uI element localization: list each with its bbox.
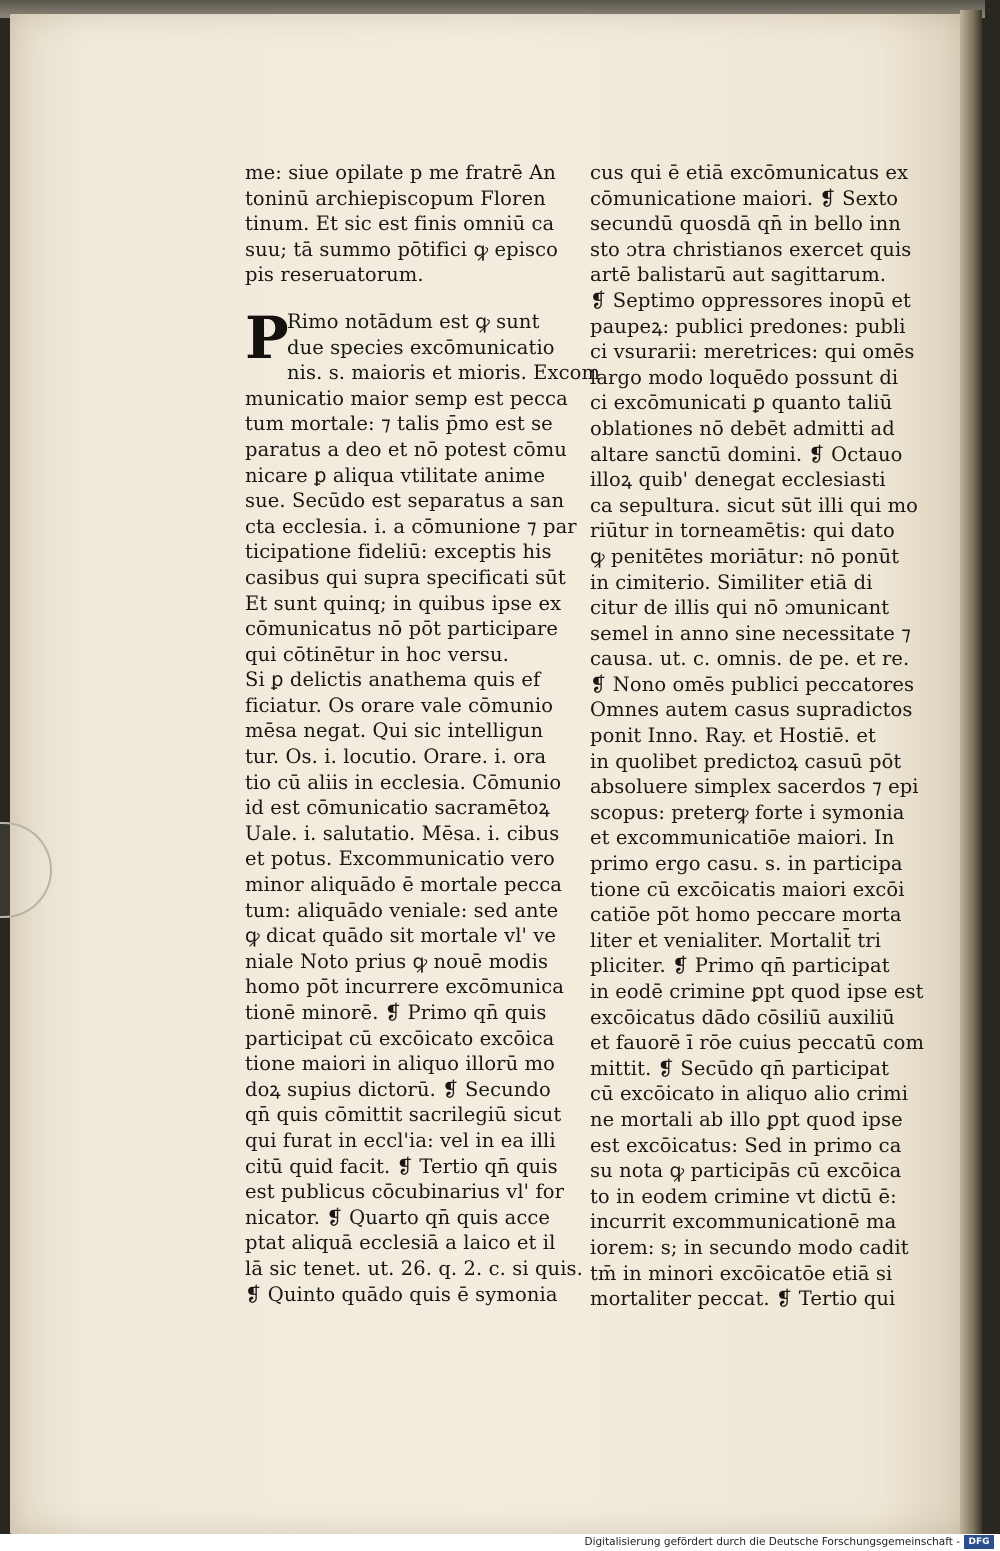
text-line: mortaliter peccat. ❡ Tertio qui	[590, 1287, 896, 1311]
left-text-column	[245, 160, 601, 1307]
text-line: est excōicatus: Sed in primo ca	[590, 1133, 902, 1157]
text-line: nicare ꝑ aliqua vtilitate anime	[245, 463, 546, 487]
right-text-column	[590, 160, 925, 1312]
text-line: tione cū excōicatis maiori excōi	[590, 877, 905, 901]
text-line: tione maiori in aliquo illorū mo	[245, 1052, 555, 1076]
text-line: qui furat in eccl'ia: vel in ea illi	[245, 1128, 556, 1152]
text-line: ❡ Septimo oppressores inopū et	[590, 288, 911, 312]
text-line: minor aliquādo ē mortale pecca	[245, 873, 562, 897]
dfg-logo: DFG	[964, 1535, 994, 1549]
text-line: citū quid facit. ❡ Tertio qn̄ quis	[245, 1154, 558, 1178]
text-line: tum mortale: ⁊ talis p̄mo est se	[245, 412, 553, 436]
text-line: participat cū excōicato excōica	[245, 1026, 555, 1050]
text-line: excōicatus dādo cōsiliū auxiliū	[590, 1005, 895, 1029]
text-line: qn̄ quis cōmittit sacrilegiū sicut	[245, 1103, 562, 1127]
text-line: ca sepultura. sicut sūt illi qui mo	[590, 493, 919, 517]
text-line: suu; tā summo pōtifici ꝙ episco	[245, 237, 559, 261]
text-line: ci excōmunicati ꝑ quanto taliū	[590, 391, 893, 415]
text-line: riūtur in torneamētis: qui dato	[590, 519, 895, 543]
text-line: ❡ Nono omēs publici peccatores	[590, 672, 915, 696]
decorated-initial: P	[245, 303, 289, 372]
text-line: ❡ Quinto quādo quis ē symonia	[245, 1282, 558, 1306]
text-line: niale Noto prius ꝙ nouē modis	[245, 949, 549, 973]
text-line: et excommunicatiōe maiori. In	[590, 826, 895, 850]
text-line: due species excōmunicatio	[287, 335, 555, 359]
text-line: casibus qui supra specificati sūt	[245, 565, 566, 589]
text-line: incurrit excommunicationē ma	[590, 1210, 897, 1234]
text-line: pis reseruatorum.	[245, 263, 424, 287]
right-column-body	[590, 160, 925, 1312]
text-line: municatio maior semp est pecca	[245, 386, 568, 410]
text-line: ne mortali ab illo ꝑpt quod ipse	[590, 1107, 903, 1131]
text-line: ticipatione fideliū: exceptis his	[245, 540, 552, 564]
text-line: primo ergo casu. s. in participa	[590, 852, 903, 876]
text-line: citur de illis qui nō ɔmunicant	[590, 596, 890, 620]
text-line: tum: aliquādo veniale: sed ante	[245, 898, 559, 922]
text-line: paratus a deo et nō potest cōmu	[245, 437, 567, 461]
text-line: tio cū aliis in ecclesia. Cōmunio	[245, 770, 562, 794]
text-line: qui cōtinētur in hoc versu.	[245, 642, 509, 666]
text-line: lā sic tenet. ut. 26. q. 2. c. si quis.	[245, 1256, 583, 1280]
text-line: in cimiterio. Similiter etiā di	[590, 570, 873, 594]
text-line: cū excōicato in aliquo alio crimi	[590, 1082, 909, 1106]
text-line: ci vsurarii: meretrices: qui omēs	[590, 340, 915, 364]
left-column-body	[245, 386, 583, 1307]
text-line: sue. Secūdo est separatus a san	[245, 489, 565, 513]
footer-credit: Digitalisierung gefördert durch die Deutsche Forschungsgemeinschaft -	[584, 1536, 960, 1548]
text-line: pliciter. ❡ Primo qn̄ participat	[590, 954, 890, 978]
text-line: liter et venialiter. Mortalit̄ tri	[590, 928, 882, 952]
text-line: altare sanctū domini. ❡ Octauo	[590, 442, 903, 466]
text-line: ptat aliquā ecclesiā a laico et il	[245, 1231, 556, 1255]
text-line: semel in anno sine necessitate ⁊	[590, 621, 911, 645]
text-line: tionē minorē. ❡ Primo qn̄ quis	[245, 1001, 547, 1024]
text-line: causa. ut. c. omnis. de pe. et re.	[590, 647, 910, 671]
text-line: scopus: preterꝙ forte i symonia	[590, 800, 905, 824]
text-line: tur. Os. i. locutio. Orare. i. ora	[245, 745, 547, 769]
page-right-edge	[960, 10, 982, 1535]
text-line: tinum. Et sic est finis omniū ca	[245, 212, 555, 236]
text-line: oblationes nō debēt admitti ad	[590, 416, 895, 440]
text-line: id est cōmunicatio sacramētoꝝ	[245, 796, 550, 820]
text-line: mēsa negat. Qui sic intelligun	[245, 719, 544, 743]
text-line: cōmunicatione maiori. ❡ Sexto	[590, 186, 899, 210]
text-line: in eodē crimine ꝑpt quod ipse est	[590, 980, 924, 1003]
text-line: Et sunt quinq; in quibus ipse ex	[245, 591, 562, 615]
text-line: in quolibet predictoꝝ casuū pōt	[590, 749, 902, 773]
digitization-footer	[0, 1534, 1000, 1551]
text-line: toninū archiepiscopum Floren	[245, 186, 546, 210]
text-line: secundū quosdā qn̄ in bello inn	[590, 212, 901, 236]
text-line: absoluere simplex sacerdos ⁊ epi	[590, 775, 919, 799]
text-line: Uale. i. salutatio. Mēsa. i. cibus	[245, 821, 560, 845]
text-line: et potus. Excommunicatio vero	[245, 847, 555, 871]
text-line: iorem: s; in secundo modo cadit	[590, 1235, 909, 1259]
text-line: catiōe pōt homo peccare morta	[590, 903, 902, 927]
text-line: Si ꝑ delictis anathema quis ef	[245, 668, 541, 692]
text-line: cta ecclesia. i. a cōmunione ⁊ par	[245, 514, 577, 538]
text-line: nicator. ❡ Quarto qn̄ quis acce	[245, 1205, 551, 1229]
text-line: largo modo loquēdo possunt di	[590, 365, 899, 389]
text-line: ponit Inno. Ray. et Hostiē. et	[590, 724, 876, 748]
text-line: sto ɔtra christianos exercet quis	[590, 237, 912, 261]
text-line: est publicus cōcubinarius vl' for	[245, 1180, 565, 1204]
left-column-top-paragraph	[245, 160, 559, 288]
text-line: homo pōt incurrere excōmunica	[245, 975, 564, 999]
text-line: Rimo notādum est ꝙ sunt	[287, 309, 540, 333]
text-line: nis. s. maioris et mioris. Excom	[287, 361, 601, 385]
text-line: ficiatur. Os orare vale cōmunio	[245, 693, 554, 717]
text-line: doꝝ supius dictorū. ❡ Secundo	[245, 1077, 551, 1101]
text-line: et fauorē ī rōe cuius peccatū com	[590, 1031, 925, 1055]
text-line: ꝙ penitētes moriātur: nō ponūt	[590, 544, 900, 568]
text-line: artē balistarū aut sagittarum.	[590, 263, 887, 287]
text-line: ꝙ dicat quādo sit mortale vl' ve	[245, 924, 557, 948]
text-line: tm̄ in minori excōicatōe etiā si	[590, 1261, 893, 1285]
text-line: illoꝝ quib' denegat ecclesiasti	[590, 468, 886, 492]
text-line: Omnes autem casus supradictos	[590, 698, 913, 722]
initial-paragraph	[245, 303, 601, 386]
text-line: paupeꝝ: publici predones: publi	[590, 314, 906, 338]
text-line: su nota ꝙ participās cū excōica	[590, 1159, 902, 1183]
text-line: mittit. ❡ Secūdo qn̄ participat	[590, 1056, 890, 1080]
text-line: cus qui ē etiā excōmunicatus ex	[590, 161, 909, 184]
text-line: cōmunicatus nō pōt participare	[245, 617, 559, 641]
text-line: me: siue opilate p me fratrē An	[245, 161, 556, 184]
text-line: to in eodem crimine vt dictū ē:	[590, 1184, 897, 1208]
